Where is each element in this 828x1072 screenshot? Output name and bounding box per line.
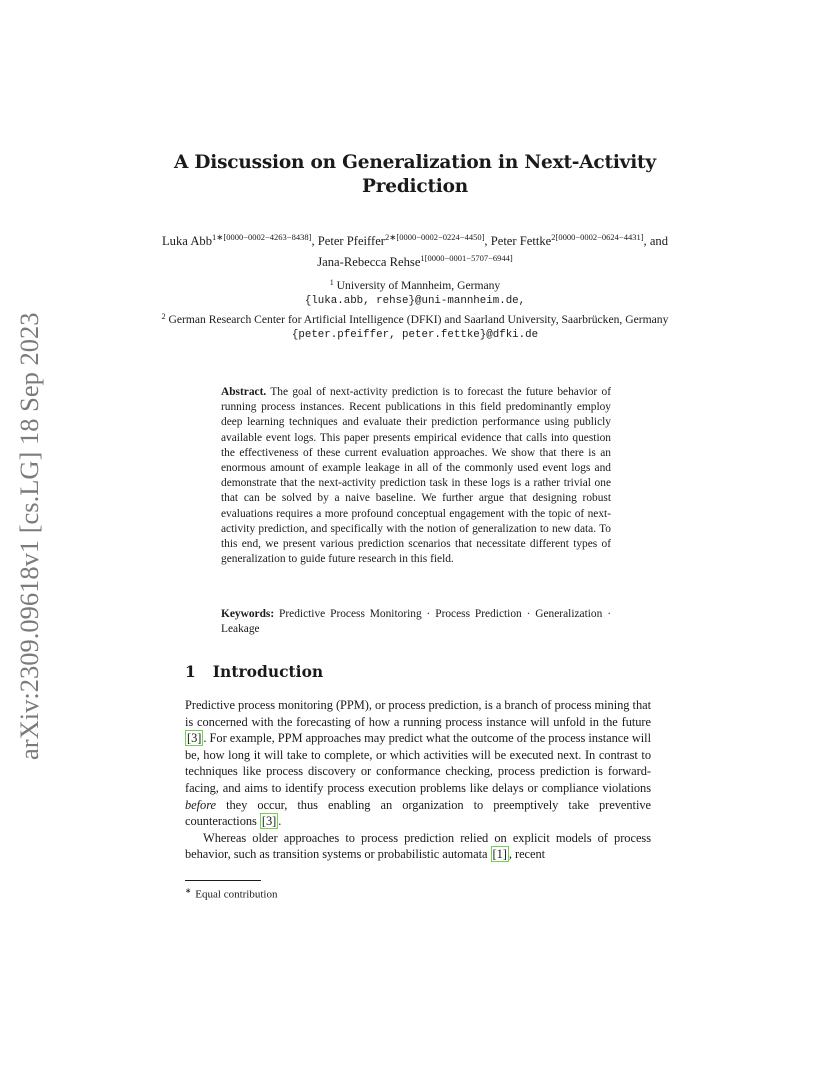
text-run: Whereas older approaches to process prediction relied on explicit models of process behavior, such as transition systems or probabilistic automata [185,830,651,862]
author-marks: 1∗[0000−0002−4263−8438] [212,232,312,242]
author-list [160,229,670,271]
text-run: they occur, thus enabling an organization to preemptively take preventive counteractions [185,797,651,829]
affiliation-email[interactable]: {peter.pfeiffer, peter.fettke}@dfki.de [291,328,539,341]
affiliation-email[interactable]: {luka.abb, rehse}@uni-mannheim.de, [304,294,526,307]
keywords [221,607,611,637]
abstract [221,385,611,567]
author-name: Jana-Rebecca Rehse [317,255,421,269]
footnote-text: Equal contribution [195,888,278,901]
author-separator: , [311,234,318,248]
affiliation-mark: 1 [329,278,334,287]
affiliation-1 [150,275,680,294]
section-number: 1 [185,662,196,681]
body-text [185,697,651,863]
author-separator: , and [643,234,669,248]
paper-title: A Discussion on Generalization in Next-Activity Prediction [174,152,656,197]
affiliation-institution: German Research Center for Artificial Intelligence (DFKI) and Saarland University, Saarbrücken, Germany [168,313,669,326]
affiliation-institution: University of Mannheim, Germany [336,279,501,292]
arxiv-identifier: arXiv:2309.09618v1 [cs.LG] 18 Sep 2023 [14,312,44,760]
emphasis: before [185,797,217,812]
author-marks: 2∗[0000−0002−0224−4450] [385,232,485,242]
text-run: . [278,814,282,829]
affiliation-mark: 2 [161,312,166,321]
footnote-rule [185,880,261,881]
abstract-text: The goal of next-activity prediction is to forecast the future behavior of running process instances. Recent publications in this field predominantly employ deep learning techniques and evaluate their prediction performance using publicly available event logs. This paper presents empirical evidence that calls into question the effectiveness of these current evaluation approaches. We show that there is an enormous amount of example leakage in all of the commonly used event logs and demonstrate that the next-activity prediction task in these logs is a rather trivial one that can be solved by a naive baseline. We further argue that designing robust evaluations requires a more profound conceptual engagement with the topic of next-activity prediction, and specifically with the notion of generalization to new data. To this end, we present various prediction scenarios that necessitate different types of generalization to guide future research in this field. [221,386,611,566]
author-separator: , [484,234,491,248]
citation-link[interactable]: [3] [187,731,202,746]
citation-link[interactable]: [1] [492,847,507,862]
section-title: Introduction [212,662,324,681]
author-marks: 2[0000−0002−0624−4431] [551,232,644,242]
paragraph [185,697,651,830]
affiliation-2 [150,309,680,328]
citation-link[interactable]: [3] [261,814,277,829]
author-name: Peter Fettke [490,234,552,248]
author-marks: 1[0000−0001−5707−6944] [420,253,513,263]
affiliations [150,275,680,343]
text-run: . For example, PPM approaches may predict what the outcome of the process instance will be, how long it will take to complete, or which activities will be executed next. In contrast to techniques like process discovery or conformance checking, process prediction is forward-facing, and aims to identify process execution problems like delays or compliance violations [185,731,651,795]
author-name: Luka Abb [161,234,213,248]
section-heading [185,662,323,681]
footnote-mark: ∗ [185,886,192,895]
abstract-label: Abstract. [221,386,267,398]
author-name: Peter Pfeiffer [317,234,385,248]
text-run: , recent [508,847,546,862]
text-run: Predictive process monitoring (PPM), or process prediction, is a branch of process mining that is concerned with the forecasting of how a running process instance will unfold in the future [185,698,651,729]
keywords-text: Predictive Process Monitoring · Process Prediction · Generalization · Leakage [221,608,611,636]
paragraph [185,830,651,863]
footnote [185,886,277,901]
keywords-label: Keywords: [221,608,275,620]
